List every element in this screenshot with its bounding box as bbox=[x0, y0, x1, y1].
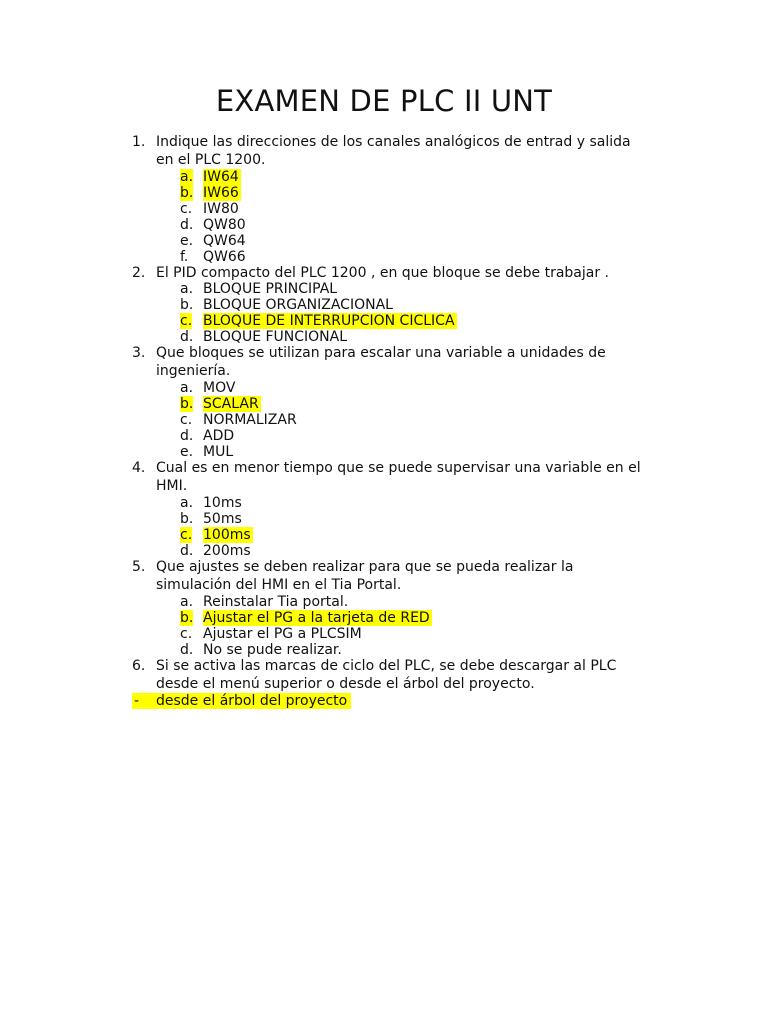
option-letter: e. bbox=[180, 233, 194, 249]
question-3-cont bbox=[0, 363, 768, 381]
option-text: QW66 bbox=[203, 249, 246, 265]
option-highlighted bbox=[0, 313, 768, 329]
option-letter: a. bbox=[180, 380, 194, 396]
option-text: 10ms bbox=[203, 495, 242, 511]
option-text: BLOQUE PRINCIPAL bbox=[203, 281, 338, 297]
question-5-cont bbox=[0, 577, 768, 595]
option-text: IW64 bbox=[203, 169, 239, 185]
option bbox=[0, 249, 768, 265]
option-letter: b. bbox=[180, 396, 194, 412]
bullet-dash: - bbox=[134, 693, 140, 709]
question-text: Si se activa las marcas de ciclo del PLC, se debe descargar al PLC bbox=[156, 658, 617, 674]
option-text: 50ms bbox=[203, 511, 242, 527]
question-6 bbox=[0, 658, 768, 676]
question-text: desde el menú superior o desde el árbol del proyecto. bbox=[156, 675, 535, 692]
option-text: SCALAR bbox=[203, 396, 259, 412]
option-text: Reinstalar Tia portal. bbox=[203, 594, 349, 610]
question-number: 4. bbox=[132, 460, 146, 476]
question-number: 5. bbox=[132, 559, 146, 575]
option-text: MUL bbox=[203, 444, 234, 460]
option bbox=[0, 511, 768, 527]
option-highlighted bbox=[0, 396, 768, 412]
option-letter: c. bbox=[180, 527, 193, 543]
option-text: QW80 bbox=[203, 217, 246, 233]
question-text: en el PLC 1200. bbox=[156, 151, 266, 168]
option bbox=[0, 297, 768, 313]
option bbox=[0, 201, 768, 217]
question-text: Cual es en menor tiempo que se puede supervisar una variable en el bbox=[156, 460, 641, 476]
question-number: 1. bbox=[132, 134, 146, 150]
question-number: 3. bbox=[132, 345, 146, 361]
option bbox=[0, 412, 768, 428]
option-letter: a. bbox=[180, 281, 194, 297]
option bbox=[0, 495, 768, 511]
option-letter: d. bbox=[180, 329, 194, 345]
option-text: BLOQUE FUNCIONAL bbox=[203, 329, 348, 345]
option-text: No se pude realizar. bbox=[203, 642, 342, 658]
option bbox=[0, 428, 768, 444]
option-letter: c. bbox=[180, 626, 193, 642]
option bbox=[0, 217, 768, 233]
question-text: ingeniería. bbox=[156, 362, 231, 379]
option-highlighted bbox=[0, 185, 768, 201]
option-letter: c. bbox=[180, 412, 193, 428]
option bbox=[0, 329, 768, 345]
option-letter: a. bbox=[180, 169, 194, 185]
option-highlighted bbox=[0, 610, 768, 626]
option bbox=[0, 543, 768, 559]
option-highlighted bbox=[0, 169, 768, 185]
option-letter: a. bbox=[180, 495, 194, 511]
page-title: EXAMEN DE PLC II UNT bbox=[215, 84, 553, 118]
option-text: IW80 bbox=[203, 201, 239, 217]
option-letter: f. bbox=[180, 249, 189, 265]
question-5 bbox=[0, 559, 768, 577]
option-text: Ajustar el PG a la tarjeta de RED bbox=[203, 610, 430, 626]
option-text: Ajustar el PG a PLCSIM bbox=[203, 626, 362, 642]
question-4-cont bbox=[0, 478, 768, 496]
option bbox=[0, 642, 768, 658]
option-letter: e. bbox=[180, 444, 194, 460]
option-text: 200ms bbox=[203, 543, 251, 559]
option bbox=[0, 444, 768, 460]
option-text: QW64 bbox=[203, 233, 246, 249]
question-text: Que bloques se utilizan para escalar una variable a unidades de bbox=[156, 345, 606, 361]
option-letter: c. bbox=[180, 201, 193, 217]
option-letter: b. bbox=[180, 610, 194, 626]
option-letter: d. bbox=[180, 543, 194, 559]
option bbox=[0, 626, 768, 642]
option bbox=[0, 594, 768, 610]
option-text: BLOQUE ORGANIZACIONAL bbox=[203, 297, 393, 313]
option-letter: b. bbox=[180, 297, 194, 313]
question-text: HMI. bbox=[156, 477, 188, 494]
option bbox=[0, 380, 768, 396]
option-letter: d. bbox=[180, 642, 194, 658]
option-letter: a. bbox=[180, 594, 194, 610]
question-number: 2. bbox=[132, 265, 146, 281]
question-text: simulación del HMI en el Tia Portal. bbox=[156, 576, 402, 593]
question-1 bbox=[0, 134, 768, 152]
option-text: IW66 bbox=[203, 185, 239, 201]
option-letter: d. bbox=[180, 428, 194, 444]
question-2 bbox=[0, 265, 768, 281]
answer-text: desde el árbol del proyecto bbox=[156, 693, 348, 709]
option-letter: b. bbox=[180, 185, 194, 201]
answer-highlight bbox=[132, 693, 351, 709]
question-1-cont bbox=[0, 152, 768, 170]
option-letter: c. bbox=[180, 313, 193, 329]
answer-line bbox=[0, 693, 768, 709]
question-4 bbox=[0, 460, 768, 478]
option-text: MOV bbox=[203, 380, 236, 396]
option-text: 100ms bbox=[203, 527, 251, 543]
question-number: 6. bbox=[132, 658, 146, 674]
question-list bbox=[0, 134, 768, 709]
option-text: NORMALIZAR bbox=[203, 412, 297, 428]
option-text: ADD bbox=[203, 428, 235, 444]
option bbox=[0, 281, 768, 297]
option-text: BLOQUE DE INTERRUPCION CICLICA bbox=[203, 313, 455, 329]
option-letter: d. bbox=[180, 217, 194, 233]
question-text: El PID compacto del PLC 1200 , en que bloque se debe trabajar . bbox=[156, 265, 609, 281]
question-6-cont bbox=[0, 676, 768, 694]
option bbox=[0, 233, 768, 249]
option-highlighted bbox=[0, 527, 768, 543]
option-letter: b. bbox=[180, 511, 194, 527]
question-3 bbox=[0, 345, 768, 363]
question-text: Indique las direcciones de los canales analógicos de entrad y salida bbox=[156, 134, 631, 150]
question-text: Que ajustes se deben realizar para que se pueda realizar la bbox=[156, 559, 574, 575]
